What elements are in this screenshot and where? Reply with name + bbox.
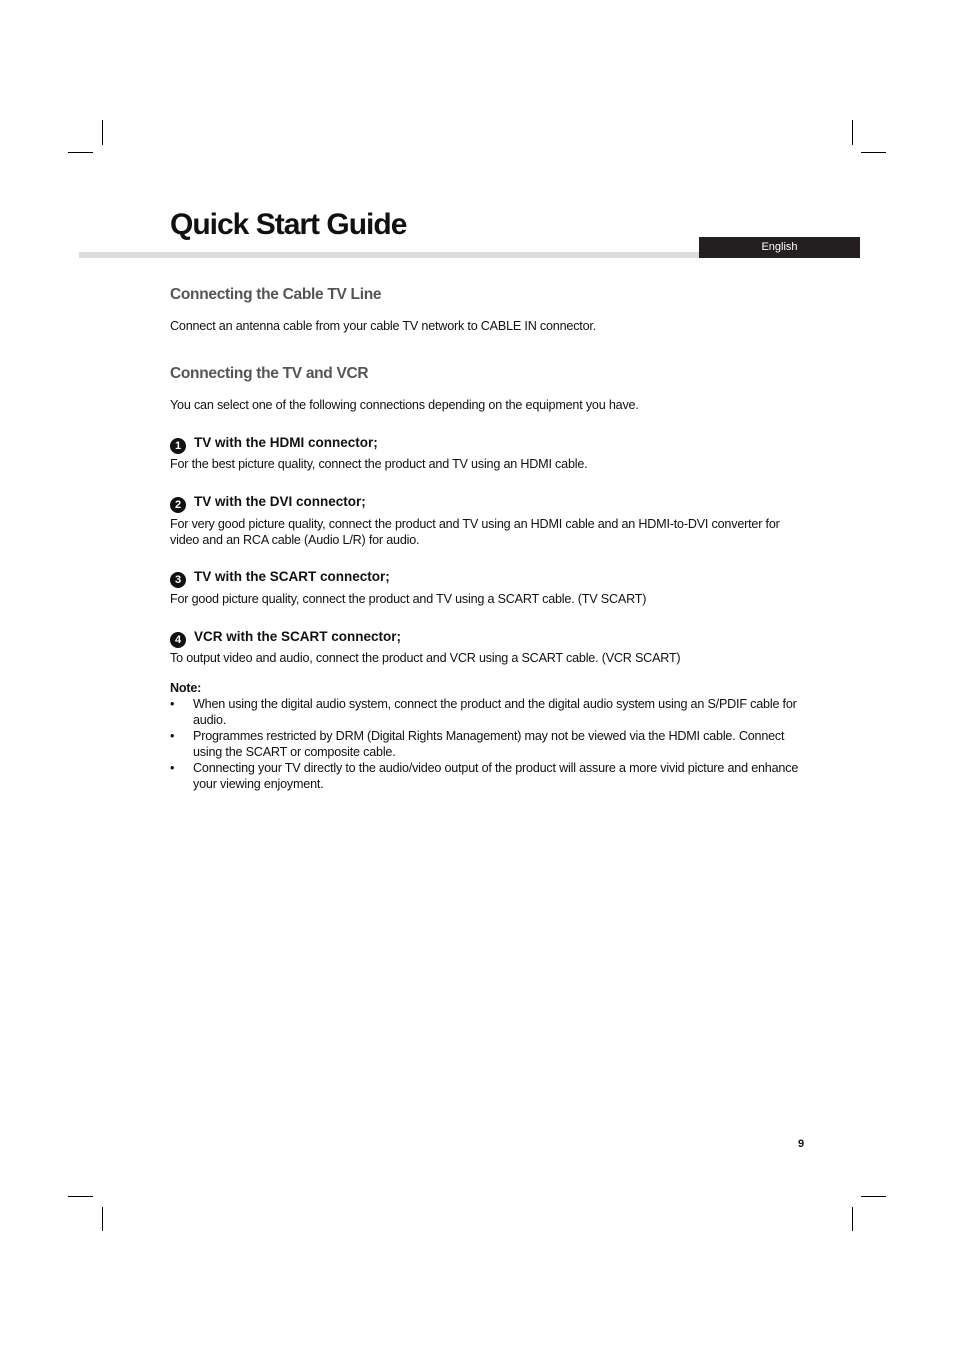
option-heading	[170, 494, 366, 513]
option-title: TV with the SCART connector;	[194, 569, 390, 584]
note-text: Connecting your TV directly to the audio/video output of the product will assure a more vivid picture and enhance your viewing enjoyment.	[193, 761, 799, 791]
crop-mark	[861, 152, 886, 153]
section-heading: Connecting the Cable TV Line	[170, 286, 382, 303]
crop-mark	[68, 152, 93, 153]
language-tab: English	[699, 237, 860, 258]
option-title: VCR with the SCART connector;	[194, 629, 402, 644]
number-1-icon: 1	[170, 438, 186, 454]
note-item	[170, 696, 810, 728]
crop-mark	[102, 120, 103, 145]
section-body: Connect an antenna cable from your cable TV network to CABLE IN connector.	[170, 319, 596, 333]
crop-mark	[68, 1196, 93, 1197]
crop-mark	[852, 1207, 853, 1231]
section-heading: Connecting the TV and VCR	[170, 365, 369, 382]
bullet: •	[170, 761, 175, 775]
note-item	[170, 760, 810, 792]
crop-mark	[861, 1196, 886, 1197]
option-heading	[170, 435, 378, 454]
bullet: •	[170, 697, 175, 711]
note-item	[170, 728, 810, 760]
option-title: TV with the DVI connector;	[194, 494, 366, 509]
header-rule	[79, 252, 699, 258]
option-heading	[170, 569, 390, 588]
option-body: For very good picture quality, connect the product and TV using an HDMI cable and an HDMI-to-DVI converter for video and an RCA cable (Audio L/R) for audio.	[170, 517, 780, 547]
note-label: Note:	[170, 681, 202, 695]
option-heading	[170, 629, 401, 648]
number-3-icon: 3	[170, 572, 186, 588]
crop-mark	[852, 120, 853, 145]
option-title: TV with the HDMI connector;	[194, 435, 378, 450]
crop-mark	[102, 1207, 103, 1231]
number-4-icon: 4	[170, 632, 186, 648]
option-body: To output video and audio, connect the product and VCR using a SCART cable. (VCR SCART)	[170, 651, 681, 665]
option-body: For good picture quality, connect the product and TV using a SCART cable. (TV SCART)	[170, 592, 647, 606]
bullet: •	[170, 729, 175, 743]
option-body: For the best picture quality, connect the product and TV using an HDMI cable.	[170, 457, 588, 471]
number-2-icon: 2	[170, 497, 186, 513]
page-title: Quick Start Guide	[170, 208, 407, 241]
note-text: When using the digital audio system, connect the product and the digital audio system using an S/PDIF cable for audio.	[193, 697, 797, 727]
page-number: 9	[798, 1138, 805, 1150]
section-body: You can select one of the following connections depending on the equipment you have.	[170, 398, 639, 412]
note-text: Programmes restricted by DRM (Digital Rights Management) may not be viewed via the HDMI cable. Connect using the SCART or composite cable.	[193, 729, 785, 759]
